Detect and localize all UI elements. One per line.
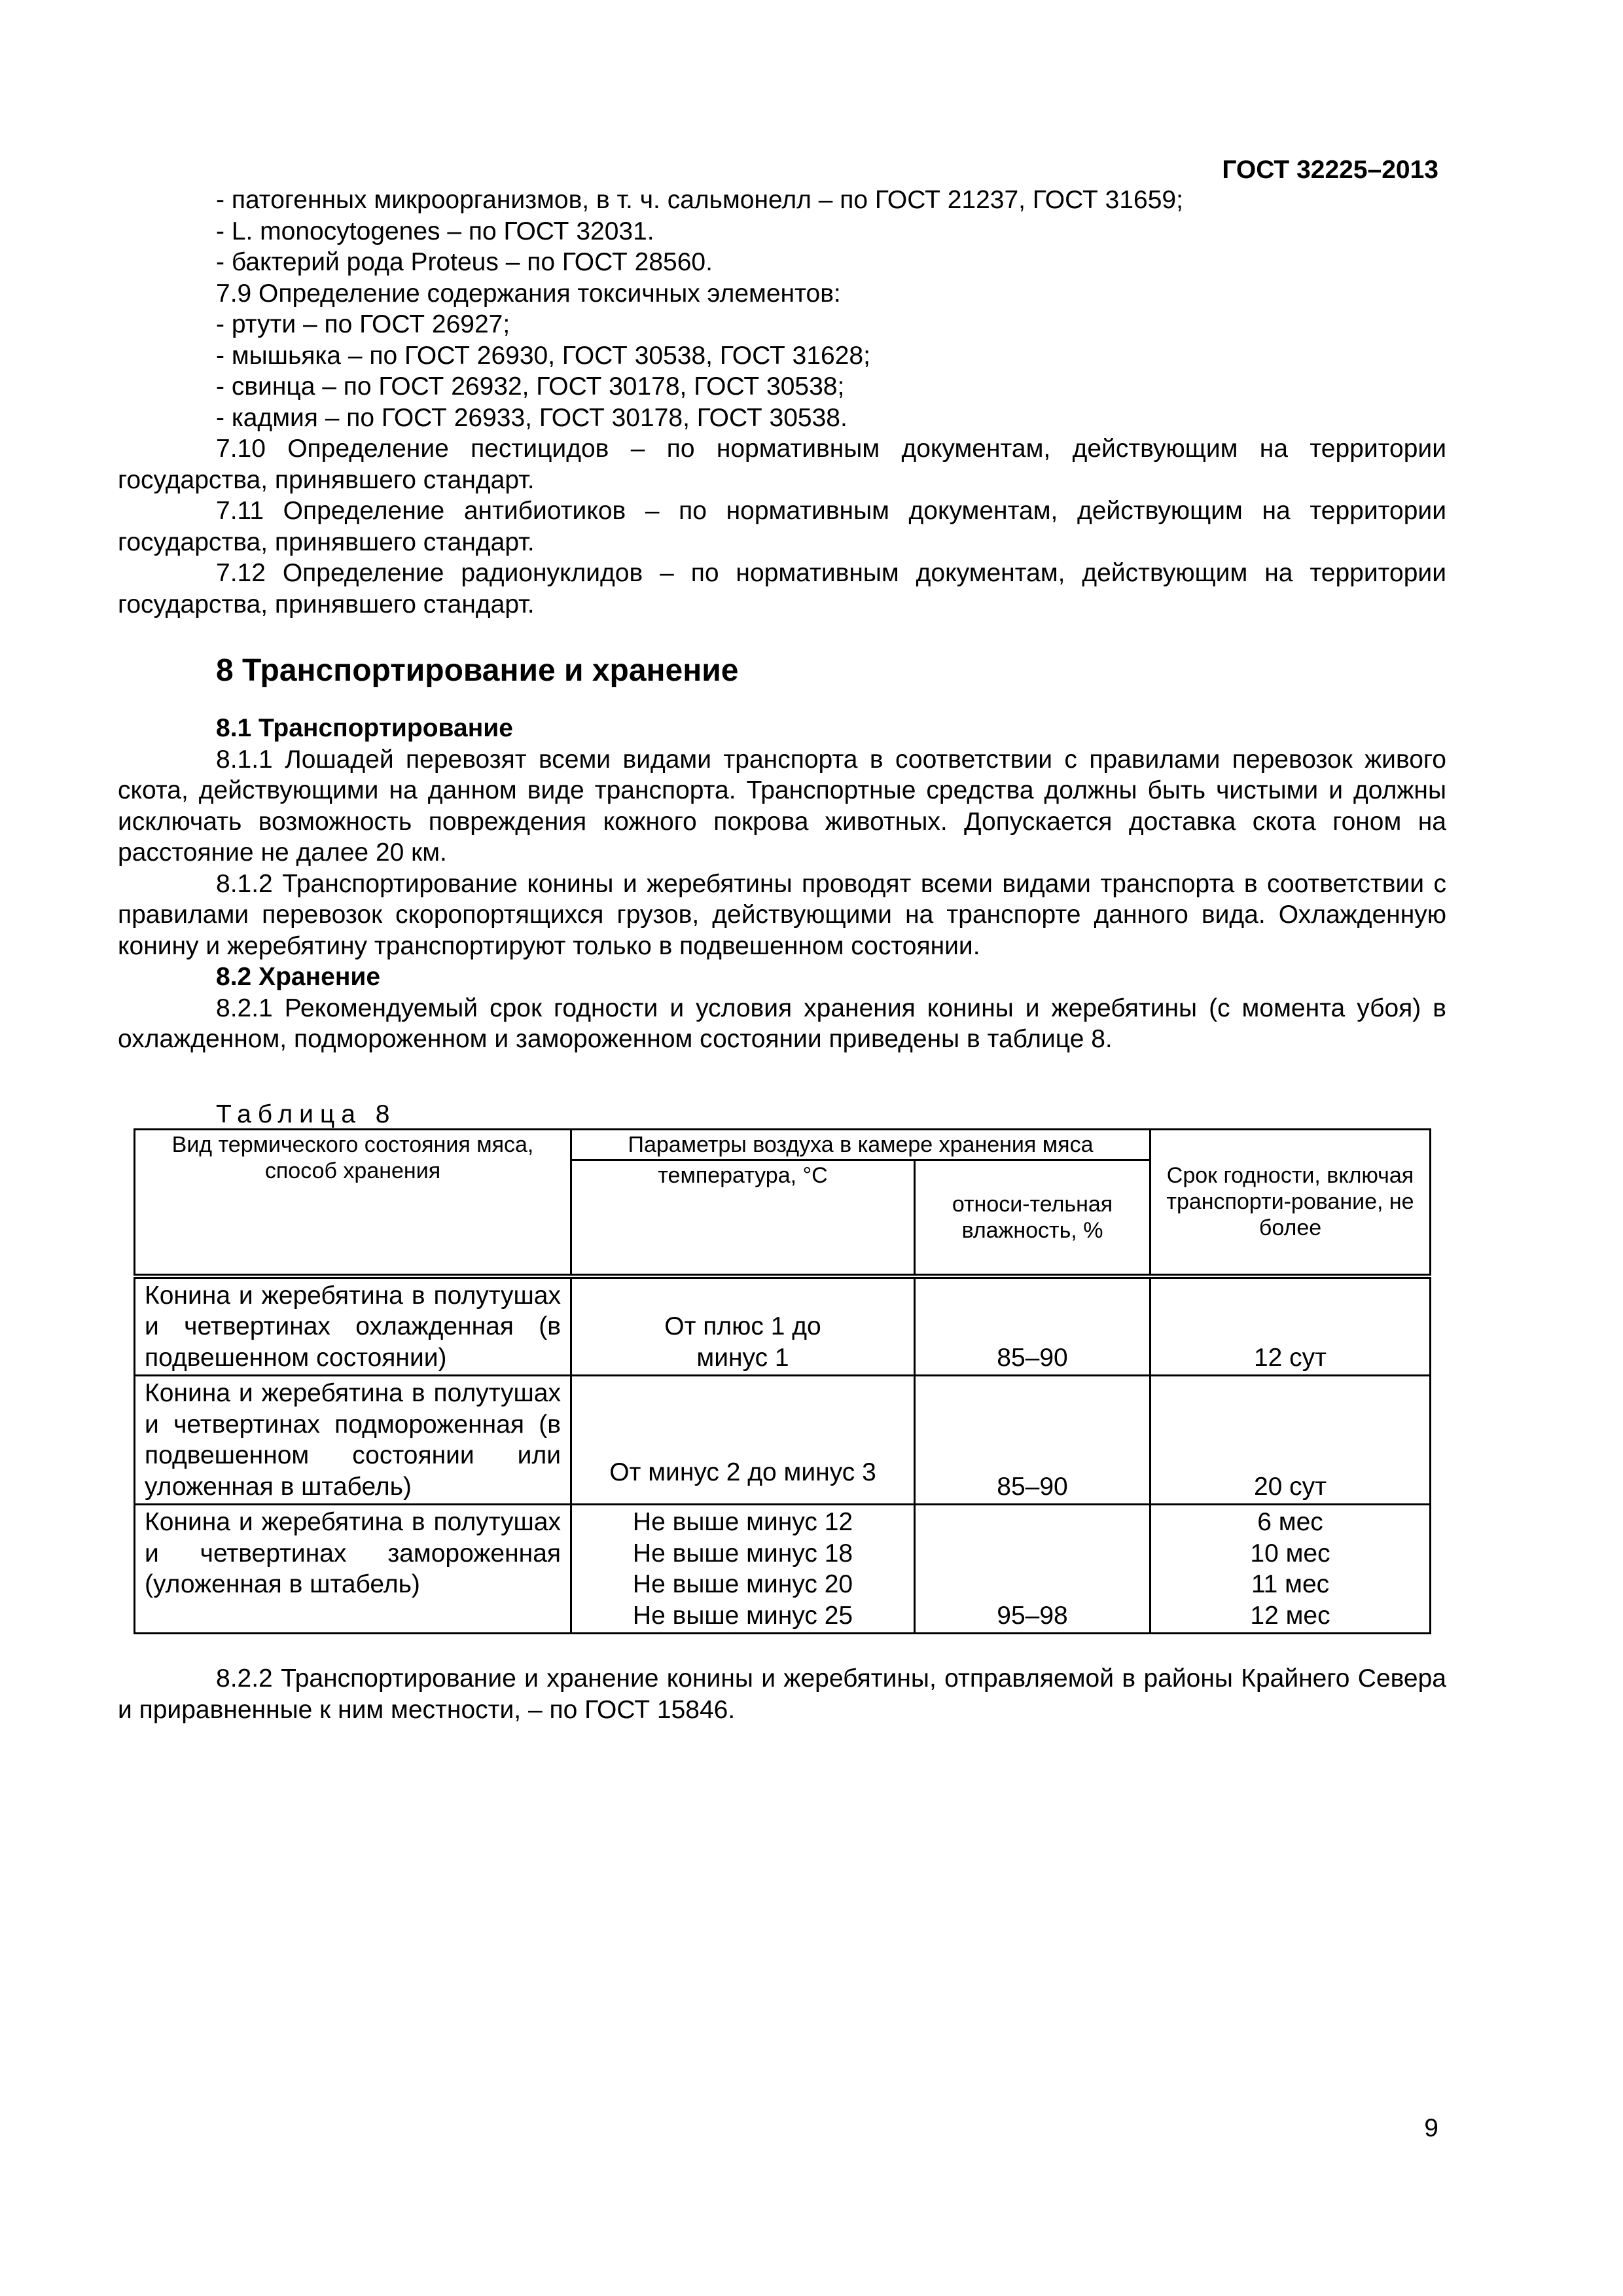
paragraph: - свинца – по ГОСТ 26932, ГОСТ 30178, ГОСТ 30538;	[216, 372, 845, 401]
page-number: 9	[1424, 2114, 1438, 2142]
cell-line: 12 сут	[1253, 1343, 1327, 1372]
table-row	[135, 1276, 1431, 1376]
cell-kind: Конина и жеребятина в полутушах и четвертинах охлажденная (в подвешенном состоянии)	[135, 1276, 571, 1376]
table-caption: Таблица 8	[216, 1100, 397, 1128]
subsection-title: 8.2 Хранение	[216, 963, 381, 991]
cell-humidity: 95–98	[915, 1505, 1150, 1634]
paragraph: - L. monocytogenes – по ГОСТ 32031.	[216, 217, 654, 245]
cell-humidity: 85–90	[915, 1376, 1150, 1505]
cell-line: 11 мес	[1251, 1570, 1330, 1598]
cell-kind: Конина и жеребятина в полутушах и четвертинах подмороженная (в подвешенном состоянии или уложенная в штабель)	[135, 1376, 571, 1505]
paragraph: - мышьяка – по ГОСТ 26930, ГОСТ 30538, ГОСТ 31628;	[216, 341, 870, 370]
paragraph: - ртути – по ГОСТ 26927;	[216, 310, 510, 338]
table-row	[135, 1505, 1431, 1634]
header-cell-temperature: температура, °С	[571, 1160, 915, 1276]
paragraph: - бактерий рода Proteus – по ГОСТ 28560.	[216, 248, 713, 276]
cell-line: Не выше минус 18	[632, 1539, 853, 1568]
table-header-row	[135, 1129, 1431, 1160]
paragraph: - кадмия – по ГОСТ 26933, ГОСТ 30178, ГОСТ 30538.	[216, 403, 847, 432]
document-code: ГОСТ 32225–2013	[1222, 156, 1438, 184]
header-cell-shelf-life: Срок годности, включая транспорти-рование, не более	[1150, 1129, 1431, 1276]
cell-line: От плюс 1 до	[664, 1312, 821, 1340]
cell-line: 12 мес	[1250, 1601, 1330, 1630]
paragraph: 8.1.1 Лошадей перевозят всеми видами транспорта в соответствии с правилами перевозок живого скота, действующими на данном виде транспорта. Транспортные средства должны быть чистыми и должны исключать возможность повреждения кожного покрова животных. Допускается доставка скота гоном на расстояние не далее 20 км.	[118, 745, 1446, 867]
paragraph: 8.2.2 Транспортирование и хранение конины и жеребятины, отправляемой в районы Крайнего Севера и приравненные к ним местности, – по ГОСТ 15846.	[118, 1664, 1446, 1724]
cell-temperature	[571, 1276, 915, 1376]
document-body	[118, 185, 1446, 1725]
section-title: 8 Транспортирование и хранение	[216, 653, 739, 688]
paragraph: 7.12 Определение радионуклидов – по нормативным документам, действующим на территории государства, принявшего стандарт.	[118, 559, 1446, 619]
cell-shelf-life	[1150, 1276, 1431, 1376]
cell-humidity: 85–90	[915, 1276, 1150, 1376]
header-cell-kind: Вид термического состояния мяса, способ хранения	[135, 1129, 571, 1276]
header-cell-air-params: Параметры воздуха в камере хранения мяса	[571, 1129, 1150, 1160]
cell-shelf-life	[1150, 1505, 1431, 1634]
cell-line: От минус 2 до минус 3	[609, 1458, 876, 1486]
cell-line: 6 мес	[1257, 1508, 1323, 1536]
paragraph: 7.11 Определение антибиотиков – по нормативным документам, действующим на территории государства, принявшего стандарт.	[118, 497, 1446, 556]
cell-kind: Конина и жеребятина в полутушах и четвертинах замороженная (уложенная в штабель)	[135, 1505, 571, 1634]
paragraph: 8.2.1 Рекомендуемый срок годности и условия хранения конины и жеребятины (с момента убоя) в охлажденном, подмороженном и замороженном состоянии приведены в таблице 8.	[118, 994, 1446, 1053]
paragraph: - патогенных микроорганизмов, в т. ч. сальмонелл – по ГОСТ 21237, ГОСТ 31659;	[216, 186, 1183, 214]
cell-shelf-life	[1150, 1376, 1431, 1505]
storage-table	[134, 1128, 1431, 1635]
header-cell-humidity: относи-тельная влажность, %	[915, 1160, 1150, 1276]
cell-temperature	[571, 1505, 915, 1634]
paragraph: 8.1.2 Транспортирование конины и жеребятины проводят всеми видами транспорта в соответствии с правилами перевозок скоропортящихся грузов, действующими на транспорте данного вида. Охлажденную конину и жеребятину транспортируют только в подвешенном состоянии.	[118, 869, 1446, 960]
subsection-title: 8.1 Транспортирование	[216, 714, 513, 742]
cell-line: 10 мес	[1250, 1539, 1330, 1568]
cell-line: минус 1	[696, 1343, 789, 1372]
paragraph: 7.9 Определение содержания токсичных элементов:	[216, 279, 841, 308]
cell-temperature	[571, 1376, 915, 1505]
cell-line: 20 сут	[1253, 1472, 1327, 1501]
cell-line: Не выше минус 25	[632, 1601, 853, 1630]
cell-line: Не выше минус 20	[632, 1570, 853, 1598]
table-row	[135, 1376, 1431, 1505]
cell-line: Не выше минус 12	[632, 1508, 853, 1536]
paragraph: 7.10 Определение пестицидов – по нормативным документам, действующим на территории государства, принявшего стандарт.	[118, 435, 1446, 494]
